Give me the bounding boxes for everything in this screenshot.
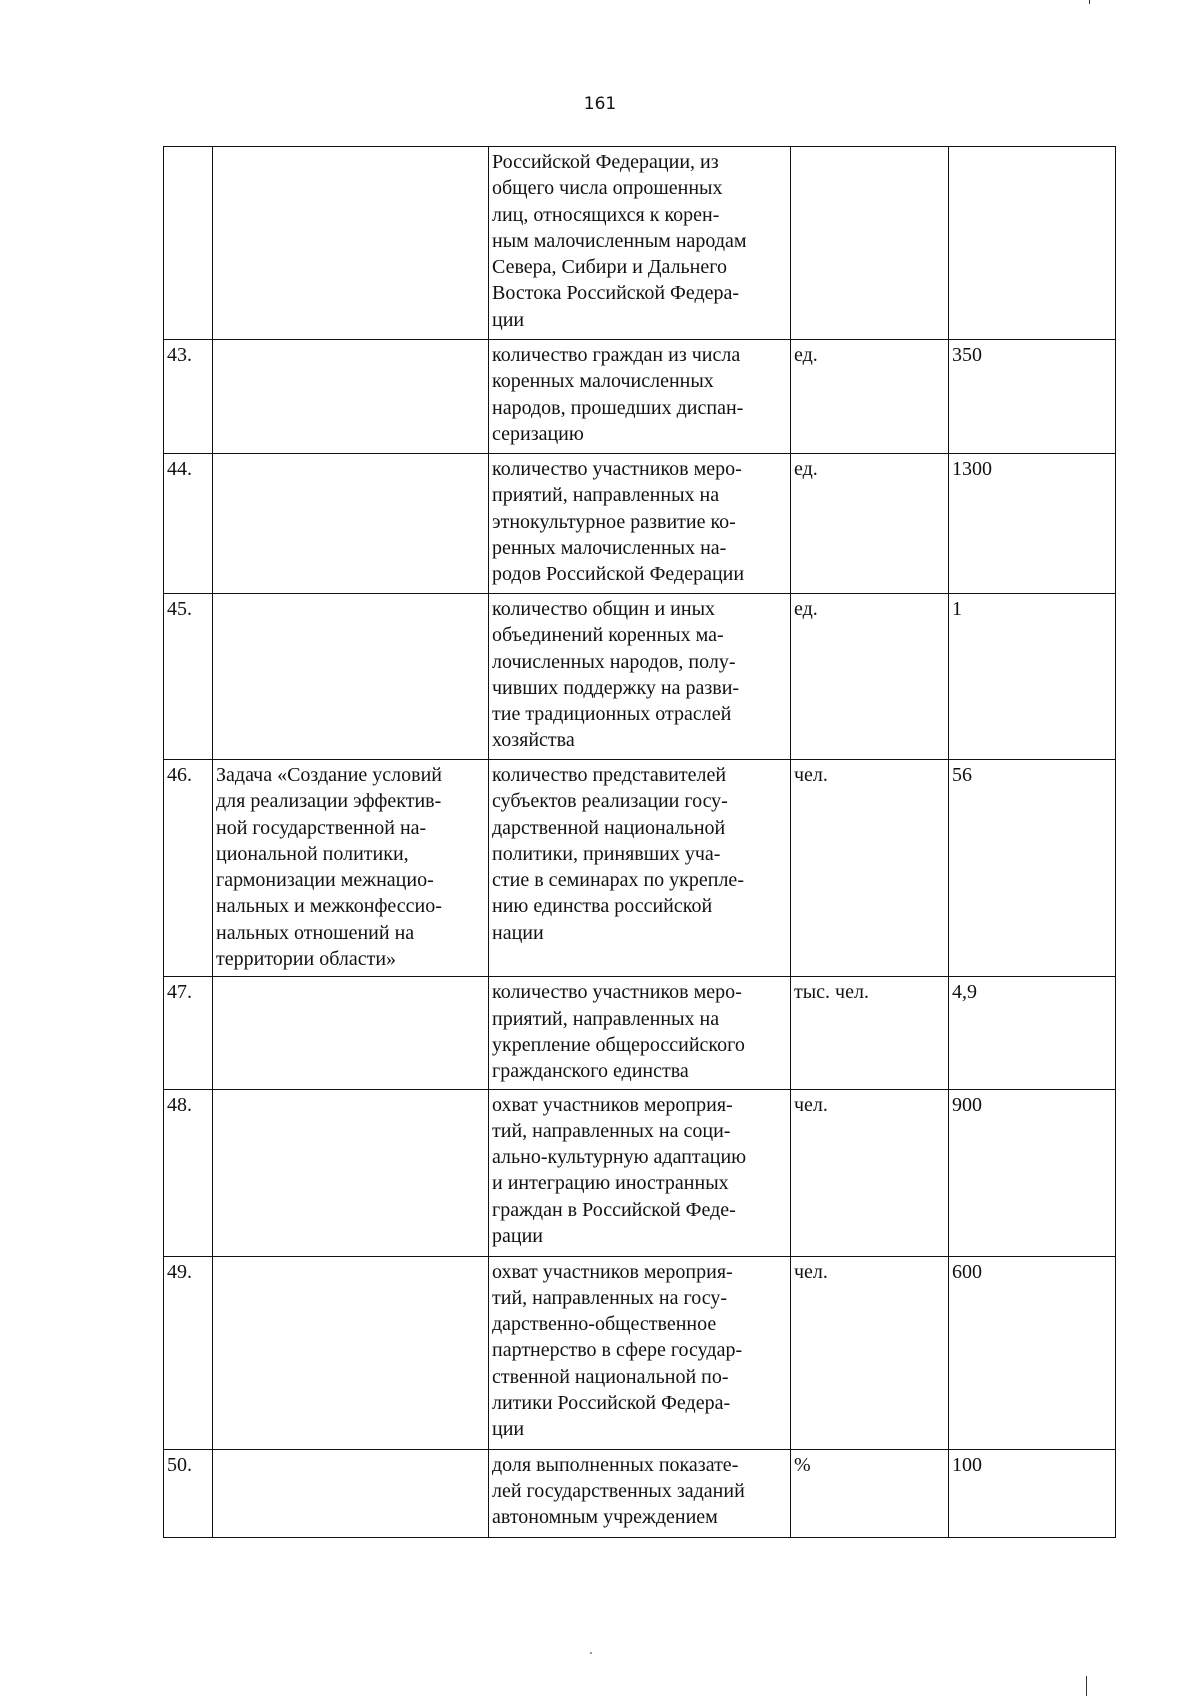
task-cell xyxy=(213,1449,489,1537)
table-row xyxy=(164,454,1116,594)
unit-cell: % xyxy=(791,1449,949,1537)
value-cell xyxy=(949,147,1116,340)
task-cell xyxy=(213,1089,489,1256)
task-cell xyxy=(213,977,489,1089)
value-cell: 1 xyxy=(949,594,1116,760)
unit-cell: ед. xyxy=(791,340,949,454)
row-number-cell xyxy=(164,147,213,340)
indicator-cell: доля выполненных показате- лей государственных заданий автономным учреждением xyxy=(489,1449,791,1537)
row-number-cell: 45. xyxy=(164,594,213,760)
page-number: 161 xyxy=(583,94,617,114)
row-number-cell: 43. xyxy=(164,340,213,454)
value-cell: 100 xyxy=(949,1449,1116,1537)
scan-edge-mark xyxy=(1086,1676,1087,1696)
indicator-cell: количество участников меро- приятий, направленных на этнокультурное развитие ко- ренных малочисленных на- родов Российской Федерации xyxy=(489,454,791,594)
indicator-cell: количество общин и иных объединений коренных ма- лочисленных народов, полу- чивших поддержку на разви- тие традиционных отраслей хозяйства xyxy=(489,594,791,760)
unit-cell: ед. xyxy=(791,594,949,760)
table-row xyxy=(164,1089,1116,1256)
task-cell xyxy=(213,147,489,340)
task-cell: Задача «Создание условий для реализации эффектив- ной государственной на- циональной политики, гармонизации межнацио- нальных и межконфессио- нальных отношений на территории области» xyxy=(213,760,489,977)
table-row xyxy=(164,1449,1116,1537)
unit-cell: чел. xyxy=(791,1256,949,1449)
indicator-cell: количество участников меро- приятий, направленных на укрепление общероссийского гражданского единства xyxy=(489,977,791,1089)
row-number-cell: 48. xyxy=(164,1089,213,1256)
value-cell: 900 xyxy=(949,1089,1116,1256)
table-row xyxy=(164,594,1116,760)
task-cell xyxy=(213,340,489,454)
row-number-cell: 47. xyxy=(164,977,213,1089)
unit-cell xyxy=(791,147,949,340)
task-cell xyxy=(213,1256,489,1449)
unit-cell: чел. xyxy=(791,1089,949,1256)
row-number-cell: 49. xyxy=(164,1256,213,1449)
indicator-cell: количество граждан из числа коренных малочисленных народов, прошедших диспан- серизацию xyxy=(489,340,791,454)
row-number-cell: 50. xyxy=(164,1449,213,1537)
table-row xyxy=(164,977,1116,1089)
task-cell xyxy=(213,454,489,594)
table-row xyxy=(164,147,1116,340)
scan-edge-mark xyxy=(1089,0,1090,4)
indicators-table-body xyxy=(164,147,1116,1538)
value-cell: 56 xyxy=(949,760,1116,977)
table-row xyxy=(164,760,1116,977)
unit-cell: тыс. чел. xyxy=(791,977,949,1089)
value-cell: 350 xyxy=(949,340,1116,454)
task-cell xyxy=(213,594,489,760)
value-cell: 1300 xyxy=(949,454,1116,594)
row-number-cell: 44. xyxy=(164,454,213,594)
indicator-cell: охват участников мероприя- тий, направленных на госу- дарственно-общественное партнерство в сфере государ- ственной национальной по- литики Российской Федера- ции xyxy=(489,1256,791,1449)
indicator-cell: количество представителей субъектов реализации госу- дарственной национальной политики, принявших уча- стие в семинарах по укрепле- нию единства российской нации xyxy=(489,760,791,977)
indicator-cell: Российской Федерации, из общего числа опрошенных лиц, относящихся к корен- ным малочисленным народам Севера, Сибири и Дальнего Востока Российской Федера- ции xyxy=(489,147,791,340)
table-row xyxy=(164,340,1116,454)
unit-cell: ед. xyxy=(791,454,949,594)
row-number-cell: 46. xyxy=(164,760,213,977)
indicator-cell: охват участников мероприя- тий, направленных на соци- ально-культурную адаптацию и интеграцию иностранных граждан в Российской Феде- рации xyxy=(489,1089,791,1256)
scan-speck xyxy=(590,1652,592,1654)
table-row xyxy=(164,1256,1116,1449)
indicators-table xyxy=(163,146,1116,1538)
value-cell: 4,9 xyxy=(949,977,1116,1089)
unit-cell: чел. xyxy=(791,760,949,977)
value-cell: 600 xyxy=(949,1256,1116,1449)
